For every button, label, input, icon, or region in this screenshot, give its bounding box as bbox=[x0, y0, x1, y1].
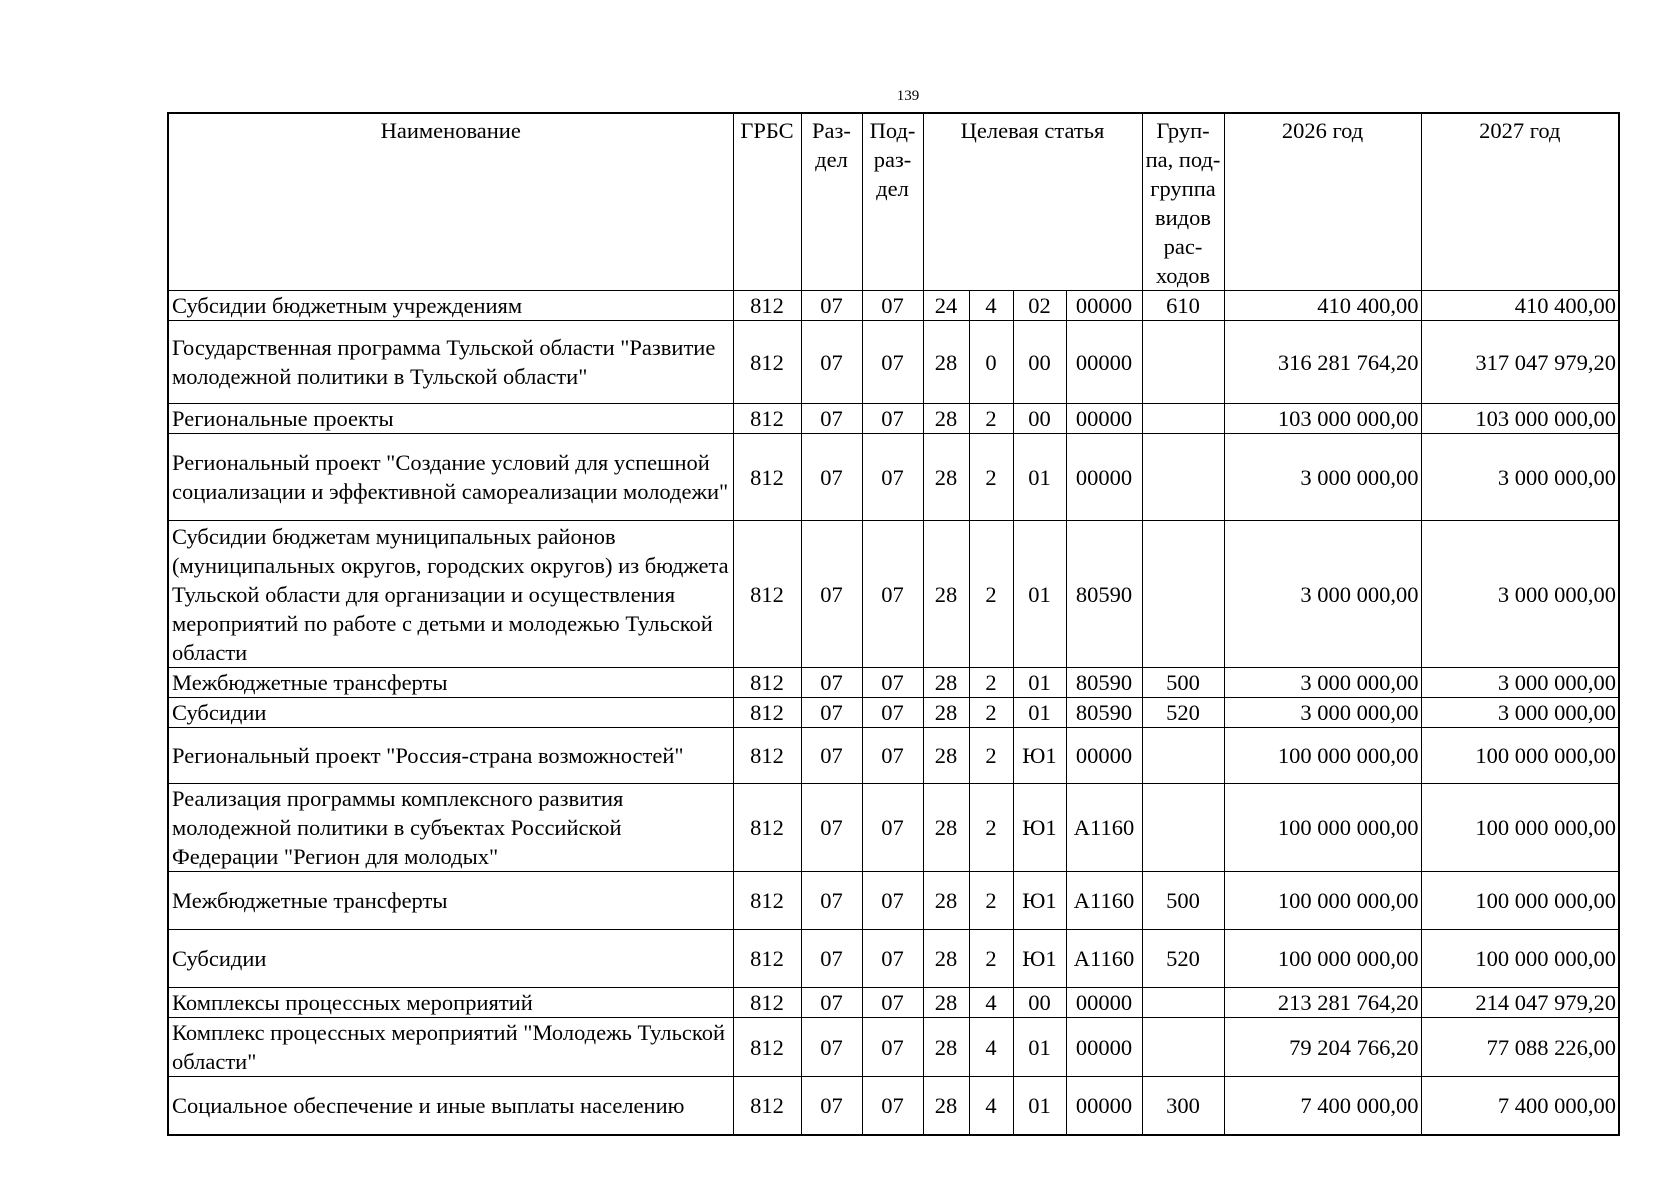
cell-c1: 28 bbox=[923, 698, 969, 728]
table-body bbox=[168, 291, 1619, 1135]
table-row bbox=[168, 1018, 1619, 1077]
cell-podrazdel: 07 bbox=[862, 668, 923, 698]
header-razdel: Раз-дел bbox=[801, 113, 862, 291]
cell-razdel: 07 bbox=[801, 1018, 862, 1077]
cell-c4: 80590 bbox=[1066, 521, 1142, 668]
cell-razdel: 07 bbox=[801, 784, 862, 872]
cell-c3: Ю1 bbox=[1013, 728, 1066, 784]
cell-y2027: 100 000 000,00 bbox=[1421, 930, 1619, 988]
header-grbs: ГРБС bbox=[733, 113, 801, 291]
cell-podrazdel: 07 bbox=[862, 872, 923, 930]
cell-c4: 00000 bbox=[1066, 988, 1142, 1018]
cell-grbs: 812 bbox=[733, 521, 801, 668]
cell-c4: 00000 bbox=[1066, 1077, 1142, 1135]
cell-c2: 4 bbox=[969, 1018, 1013, 1077]
cell-podrazdel: 07 bbox=[862, 1018, 923, 1077]
cell-c2: 2 bbox=[969, 872, 1013, 930]
cell-razdel: 07 bbox=[801, 291, 862, 321]
cell-c3: 00 bbox=[1013, 988, 1066, 1018]
cell-group bbox=[1142, 404, 1224, 434]
cell-y2026: 3 000 000,00 bbox=[1224, 521, 1421, 668]
cell-razdel: 07 bbox=[801, 988, 862, 1018]
cell-c4: 00000 bbox=[1066, 434, 1142, 521]
cell-grbs: 812 bbox=[733, 930, 801, 988]
cell-group: 500 bbox=[1142, 872, 1224, 930]
cell-c1: 28 bbox=[923, 728, 969, 784]
cell-y2026: 316 281 764,20 bbox=[1224, 321, 1421, 404]
cell-c4: 80590 bbox=[1066, 668, 1142, 698]
table-row bbox=[168, 668, 1619, 698]
cell-podrazdel: 07 bbox=[862, 521, 923, 668]
cell-razdel: 07 bbox=[801, 321, 862, 404]
cell-name: Региональный проект "Создание условий для успешной социализации и эффективной самореализации молодежи" bbox=[168, 434, 733, 521]
cell-y2027: 100 000 000,00 bbox=[1421, 872, 1619, 930]
cell-group: 520 bbox=[1142, 698, 1224, 728]
cell-c1: 28 bbox=[923, 988, 969, 1018]
cell-group bbox=[1142, 728, 1224, 784]
cell-c3: 02 bbox=[1013, 291, 1066, 321]
table-row bbox=[168, 698, 1619, 728]
cell-group: 500 bbox=[1142, 668, 1224, 698]
table-row bbox=[168, 728, 1619, 784]
cell-c1: 28 bbox=[923, 434, 969, 521]
cell-grbs: 812 bbox=[733, 988, 801, 1018]
header-name: Наименование bbox=[168, 113, 733, 291]
cell-podrazdel: 07 bbox=[862, 698, 923, 728]
cell-grbs: 812 bbox=[733, 728, 801, 784]
cell-c3: Ю1 bbox=[1013, 930, 1066, 988]
cell-y2026: 3 000 000,00 bbox=[1224, 434, 1421, 521]
table-row bbox=[168, 291, 1619, 321]
cell-c3: 01 bbox=[1013, 668, 1066, 698]
cell-y2027: 100 000 000,00 bbox=[1421, 728, 1619, 784]
table-row bbox=[168, 930, 1619, 988]
cell-grbs: 812 bbox=[733, 1077, 801, 1135]
cell-grbs: 812 bbox=[733, 1018, 801, 1077]
table-row bbox=[168, 521, 1619, 668]
header-2027: 2027 год bbox=[1421, 113, 1619, 291]
table-row bbox=[168, 434, 1619, 521]
cell-name: Реализация программы комплексного развития молодежной политики в субъектах Российской Федерации "Регион для молодых" bbox=[168, 784, 733, 872]
cell-razdel: 07 bbox=[801, 434, 862, 521]
cell-name: Субсидии бюджетам муниципальных районов (муниципальных округов, городских округов) из бюджета Тульской области для организации и осуществления мероприятий по работе с детьми и молодежью Тульской области bbox=[168, 521, 733, 668]
cell-grbs: 812 bbox=[733, 321, 801, 404]
cell-y2026: 100 000 000,00 bbox=[1224, 728, 1421, 784]
cell-y2027: 317 047 979,20 bbox=[1421, 321, 1619, 404]
cell-c2: 2 bbox=[969, 404, 1013, 434]
cell-c2: 2 bbox=[969, 784, 1013, 872]
cell-grbs: 812 bbox=[733, 872, 801, 930]
cell-razdel: 07 bbox=[801, 521, 862, 668]
cell-c4: А1160 bbox=[1066, 930, 1142, 988]
cell-razdel: 07 bbox=[801, 728, 862, 784]
cell-y2027: 3 000 000,00 bbox=[1421, 698, 1619, 728]
cell-grbs: 812 bbox=[733, 784, 801, 872]
cell-y2026: 79 204 766,20 bbox=[1224, 1018, 1421, 1077]
cell-y2027: 7 400 000,00 bbox=[1421, 1077, 1619, 1135]
cell-group: 300 bbox=[1142, 1077, 1224, 1135]
cell-grbs: 812 bbox=[733, 291, 801, 321]
cell-c2: 2 bbox=[969, 728, 1013, 784]
cell-group bbox=[1142, 521, 1224, 668]
cell-podrazdel: 07 bbox=[862, 404, 923, 434]
table-row bbox=[168, 1077, 1619, 1135]
cell-name: Комплекс процессных мероприятий "Молодежь Тульской области" bbox=[168, 1018, 733, 1077]
cell-grbs: 812 bbox=[733, 668, 801, 698]
cell-y2026: 100 000 000,00 bbox=[1224, 930, 1421, 988]
cell-y2026: 3 000 000,00 bbox=[1224, 698, 1421, 728]
cell-podrazdel: 07 bbox=[862, 434, 923, 521]
cell-podrazdel: 07 bbox=[862, 291, 923, 321]
cell-c1: 28 bbox=[923, 321, 969, 404]
cell-c4: А1160 bbox=[1066, 872, 1142, 930]
budget-table bbox=[167, 112, 1620, 1136]
cell-y2027: 77 088 226,00 bbox=[1421, 1018, 1619, 1077]
cell-c1: 28 bbox=[923, 521, 969, 668]
cell-razdel: 07 bbox=[801, 698, 862, 728]
header-podrazdel: Под-раз-дел bbox=[862, 113, 923, 291]
cell-razdel: 07 bbox=[801, 668, 862, 698]
cell-y2027: 214 047 979,20 bbox=[1421, 988, 1619, 1018]
cell-name: Региональный проект "Россия-страна возможностей" bbox=[168, 728, 733, 784]
cell-c1: 28 bbox=[923, 668, 969, 698]
cell-name: Комплексы процессных мероприятий bbox=[168, 988, 733, 1018]
cell-c1: 24 bbox=[923, 291, 969, 321]
cell-name: Субсидии bbox=[168, 930, 733, 988]
cell-y2026: 213 281 764,20 bbox=[1224, 988, 1421, 1018]
cell-c2: 2 bbox=[969, 698, 1013, 728]
cell-y2026: 100 000 000,00 bbox=[1224, 784, 1421, 872]
cell-name: Региональные проекты bbox=[168, 404, 733, 434]
header-target-article: Целевая статья bbox=[923, 113, 1142, 291]
cell-c3: 01 bbox=[1013, 698, 1066, 728]
cell-c3: 00 bbox=[1013, 321, 1066, 404]
cell-podrazdel: 07 bbox=[862, 930, 923, 988]
cell-podrazdel: 07 bbox=[862, 728, 923, 784]
cell-c4: 00000 bbox=[1066, 321, 1142, 404]
table-row bbox=[168, 784, 1619, 872]
cell-podrazdel: 07 bbox=[862, 784, 923, 872]
cell-c2: 4 bbox=[969, 1077, 1013, 1135]
cell-y2026: 103 000 000,00 bbox=[1224, 404, 1421, 434]
header-2026: 2026 год bbox=[1224, 113, 1421, 291]
cell-c2: 2 bbox=[969, 521, 1013, 668]
cell-group: 610 bbox=[1142, 291, 1224, 321]
cell-c3: 01 bbox=[1013, 1018, 1066, 1077]
cell-y2026: 7 400 000,00 bbox=[1224, 1077, 1421, 1135]
cell-razdel: 07 bbox=[801, 1077, 862, 1135]
cell-c2: 4 bbox=[969, 988, 1013, 1018]
cell-group bbox=[1142, 321, 1224, 404]
cell-group bbox=[1142, 988, 1224, 1018]
cell-group bbox=[1142, 1018, 1224, 1077]
cell-c3: 01 bbox=[1013, 521, 1066, 668]
cell-y2027: 3 000 000,00 bbox=[1421, 521, 1619, 668]
cell-name: Субсидии бюджетным учреждениям bbox=[168, 291, 733, 321]
cell-c3: Ю1 bbox=[1013, 872, 1066, 930]
cell-podrazdel: 07 bbox=[862, 988, 923, 1018]
cell-y2027: 3 000 000,00 bbox=[1421, 434, 1619, 521]
cell-c2: 4 bbox=[969, 291, 1013, 321]
cell-c4: А1160 bbox=[1066, 784, 1142, 872]
cell-y2026: 410 400,00 bbox=[1224, 291, 1421, 321]
cell-podrazdel: 07 bbox=[862, 1077, 923, 1135]
cell-c4: 00000 bbox=[1066, 728, 1142, 784]
header-expense-group: Груп-па, под-группа видов рас-ходов bbox=[1142, 113, 1224, 291]
cell-c3: Ю1 bbox=[1013, 784, 1066, 872]
cell-c1: 28 bbox=[923, 930, 969, 988]
cell-c1: 28 bbox=[923, 872, 969, 930]
cell-group: 520 bbox=[1142, 930, 1224, 988]
cell-c1: 28 bbox=[923, 1018, 969, 1077]
table-header-row bbox=[168, 113, 1619, 291]
cell-podrazdel: 07 bbox=[862, 321, 923, 404]
cell-y2027: 3 000 000,00 bbox=[1421, 668, 1619, 698]
cell-y2027: 103 000 000,00 bbox=[1421, 404, 1619, 434]
page-number: 139 bbox=[896, 88, 920, 104]
cell-c2: 0 bbox=[969, 321, 1013, 404]
cell-c2: 2 bbox=[969, 668, 1013, 698]
cell-name: Субсидии bbox=[168, 698, 733, 728]
cell-razdel: 07 bbox=[801, 404, 862, 434]
cell-c1: 28 bbox=[923, 1077, 969, 1135]
cell-c4: 80590 bbox=[1066, 698, 1142, 728]
cell-c4: 00000 bbox=[1066, 1018, 1142, 1077]
cell-name: Межбюджетные трансферты bbox=[168, 872, 733, 930]
table-row bbox=[168, 872, 1619, 930]
cell-name: Межбюджетные трансферты bbox=[168, 668, 733, 698]
cell-c2: 2 bbox=[969, 930, 1013, 988]
cell-c3: 01 bbox=[1013, 434, 1066, 521]
cell-razdel: 07 bbox=[801, 930, 862, 988]
cell-razdel: 07 bbox=[801, 872, 862, 930]
cell-y2026: 100 000 000,00 bbox=[1224, 872, 1421, 930]
cell-grbs: 812 bbox=[733, 434, 801, 521]
cell-c3: 01 bbox=[1013, 1077, 1066, 1135]
cell-grbs: 812 bbox=[733, 698, 801, 728]
cell-group bbox=[1142, 784, 1224, 872]
cell-y2027: 410 400,00 bbox=[1421, 291, 1619, 321]
table-row bbox=[168, 988, 1619, 1018]
cell-group bbox=[1142, 434, 1224, 521]
cell-c1: 28 bbox=[923, 784, 969, 872]
cell-y2026: 3 000 000,00 bbox=[1224, 668, 1421, 698]
cell-name: Социальное обеспечение и иные выплаты населению bbox=[168, 1077, 733, 1135]
cell-c4: 00000 bbox=[1066, 404, 1142, 434]
cell-grbs: 812 bbox=[733, 404, 801, 434]
cell-name: Государственная программа Тульской области "Развитие молодежной политики в Тульской области" bbox=[168, 321, 733, 404]
table-row bbox=[168, 321, 1619, 404]
cell-c2: 2 bbox=[969, 434, 1013, 521]
cell-y2027: 100 000 000,00 bbox=[1421, 784, 1619, 872]
cell-c1: 28 bbox=[923, 404, 969, 434]
table-row bbox=[168, 404, 1619, 434]
cell-c3: 00 bbox=[1013, 404, 1066, 434]
cell-c4: 00000 bbox=[1066, 291, 1142, 321]
